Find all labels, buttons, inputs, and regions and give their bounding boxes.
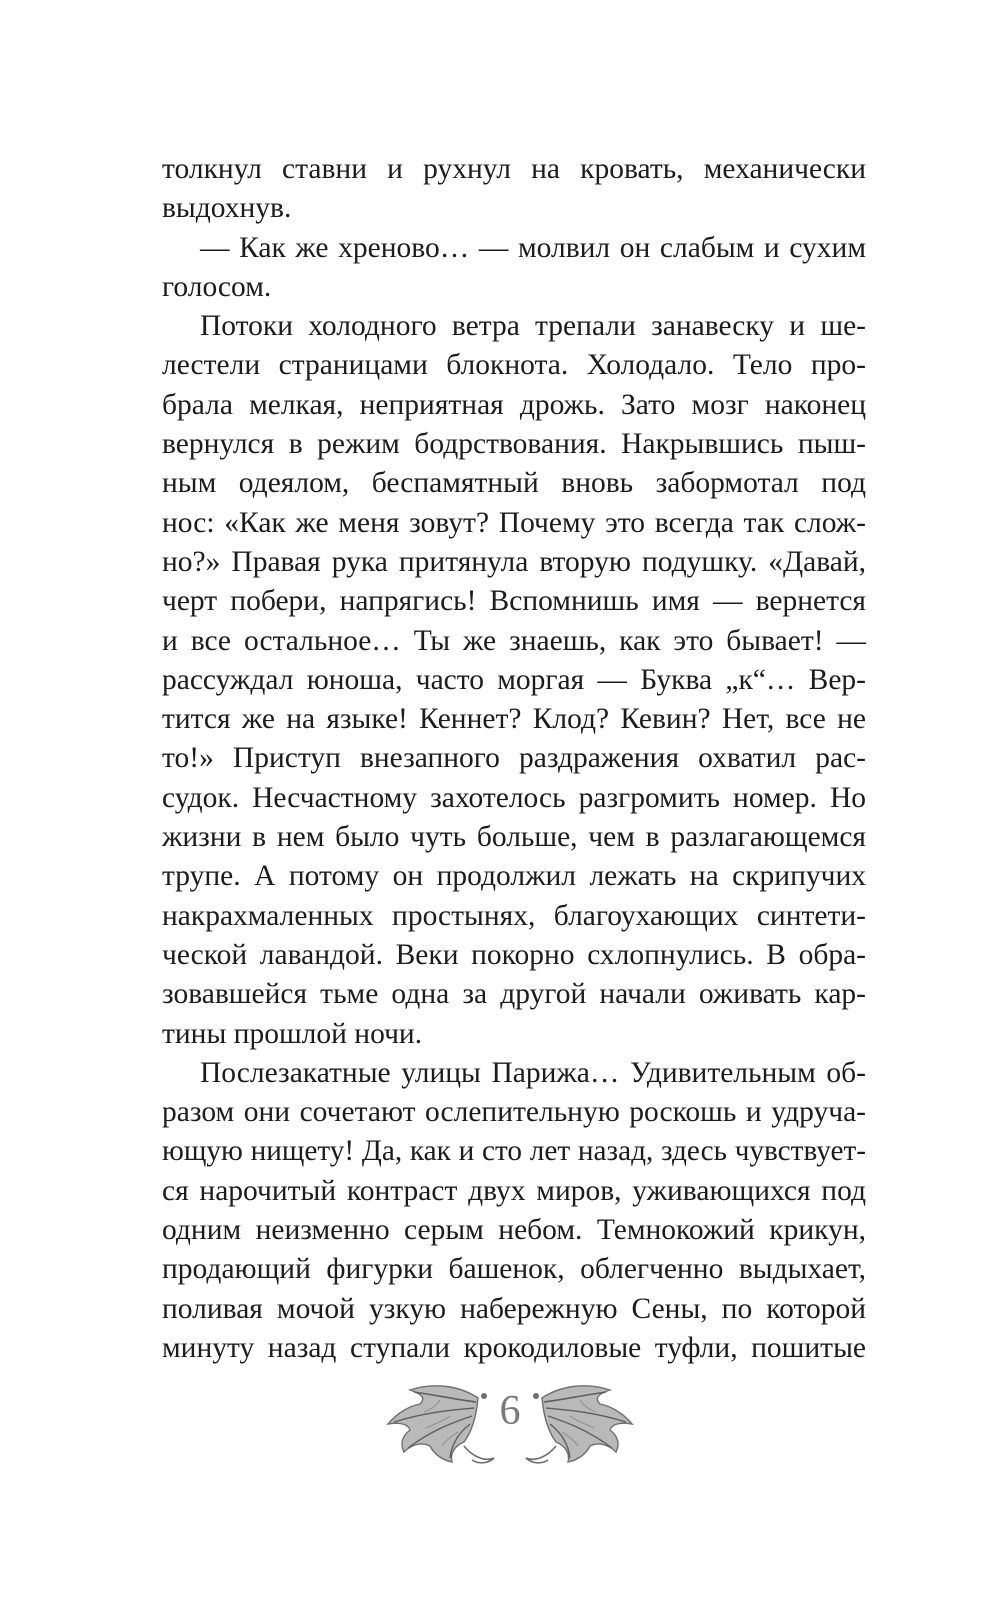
text-line: судок. Несчастному захотелось разгромить номер. Но — [162, 781, 866, 814]
text-line: ческой лавандой. Веки покорно схлопнулись. В обра- — [162, 938, 866, 971]
text-line: продающий фигурки башенок, облегченно выдыхает, — [162, 1253, 866, 1286]
text-line: трупе. А потому он продолжил лежать на скрипучих — [162, 860, 866, 893]
text-line: Послезакатные улицы Парижа… Удивительным об- — [200, 1056, 866, 1089]
text-line: жизни в нем было чуть больше, чем в разлагающемся — [162, 821, 866, 854]
text-line: лестели страницами блокнота. Холодало. Тело про- — [162, 349, 866, 382]
body-text — [162, 150, 866, 1368]
text-line: выдохнув. — [162, 192, 292, 225]
text-line: одним неизменно серым небом. Темнокожий крикун, — [162, 1214, 866, 1247]
text-line: тины прошлой ночи. — [162, 1017, 423, 1050]
text-line: нос: «Как же меня зовут? Почему это всегда так слож- — [162, 506, 866, 539]
text-line: тится же на языке! Кеннет? Клод? Кевин? Нет, все не — [162, 703, 866, 736]
text-line: вернулся в режим бодрствования. Накрывшись пыш- — [162, 428, 866, 461]
text-line: ным одеялом, беспамятный вновь забормотал под — [162, 467, 866, 500]
text-line: Потоки холодного ветра трепали занавеску и ше- — [200, 310, 866, 343]
text-line: накрахмаленных простынях, благоухающих синтети- — [162, 899, 866, 932]
text-line: поливая мочой узкую набережную Сены, по которой — [162, 1292, 866, 1325]
text-line: толкнул ставни и рухнул на кровать, механически — [162, 153, 866, 185]
text-line: и все остальное… Ты же знаешь, как это бывает! — — [162, 624, 866, 657]
text-line: но?» Правая рука притянула вторую подушку. «Давай, — [162, 545, 866, 578]
page-number: 6 — [499, 1388, 521, 1434]
text-line: голосом. — [162, 270, 272, 303]
page-folio — [380, 1376, 640, 1476]
text-line: — Как же хреново… — молвил он слабым и сухим — [200, 231, 866, 264]
text-line: ющую нищету! Да, как и сто лет назад, здесь чувствует- — [162, 1135, 866, 1168]
text-line: зовавшейся тьме одна за другой начали оживать кар- — [162, 978, 866, 1011]
text-line: то!» Приступ внезапного раздражения охватил рас- — [162, 742, 866, 775]
text-line: брала мелкая, неприятная дрожь. Зато мозг наконец — [162, 388, 866, 421]
text-line: черт побери, напрягись! Вспомнишь имя — вернется — [162, 585, 866, 618]
text-line: рассуждал юноша, часто моргая — Буква „к“… Вер- — [162, 663, 866, 696]
text-line: разом они сочетают ослепительную роскошь и удруча- — [162, 1096, 866, 1129]
text-line: минуту назад ступали крокодиловые туфли, пошитые — [162, 1331, 866, 1364]
text-line: ся нарочитый контраст двух миров, уживающихся под — [162, 1174, 866, 1207]
